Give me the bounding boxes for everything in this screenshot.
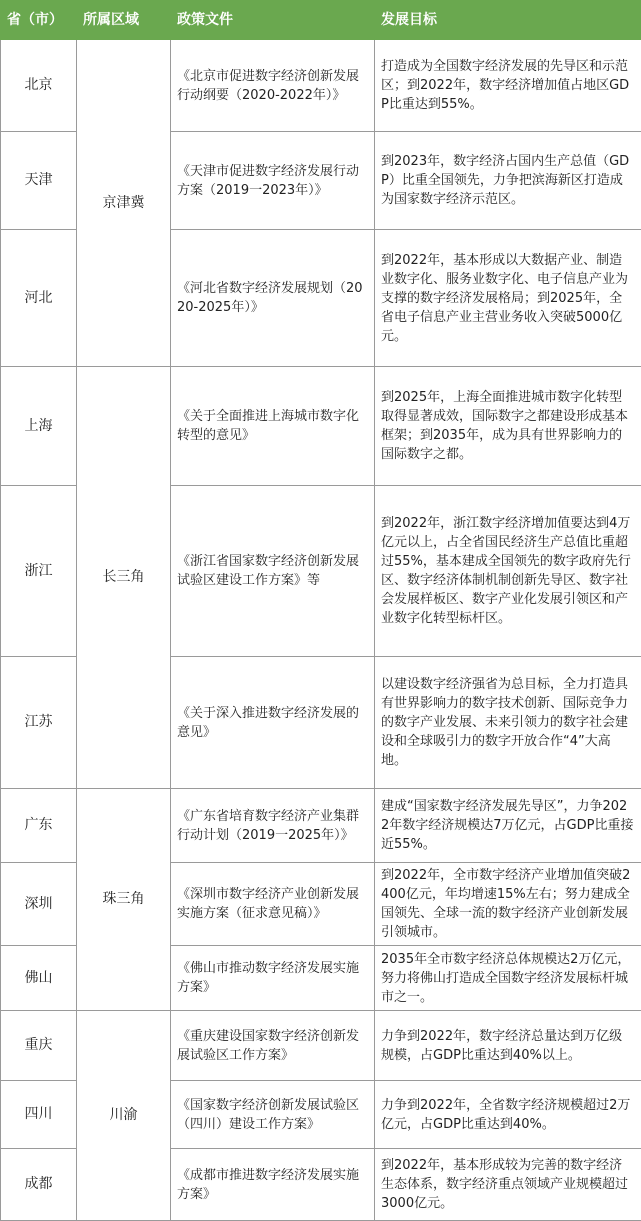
- province-cell: 天津: [1, 132, 77, 230]
- region-cell-changsanjiao: 长三角: [77, 367, 171, 789]
- policy-cell: 《关于深入推进数字经济发展的意见》: [171, 657, 375, 789]
- province-cell: 河北: [1, 230, 77, 367]
- table-row: [1, 40, 641, 132]
- province-cell: 佛山: [1, 946, 77, 1011]
- header-province: 省（市）: [1, 1, 77, 40]
- policy-cell: 《河北省数字经济发展规划（2020-2025年）》: [171, 230, 375, 367]
- province-cell: 上海: [1, 367, 77, 486]
- goal-cell: 以建设数字经济强省为总目标，全力打造具有世界影响力的数字技术创新、国际竞争力的数字产业发展、未来引领力的数字社会建设和全球吸引力的数字开放合作“4”大高地。: [375, 657, 641, 789]
- goal-cell: 力争到2022年，全省数字经济规模超过2万亿元，占GDP比重达到40%。: [375, 1081, 641, 1149]
- policy-cell: 《成都市推进数字经济发展实施方案》: [171, 1149, 375, 1221]
- goal-cell: 到2023年，数字经济占国内生产总值（GDP）比重全国领先，力争把滨海新区打造成为国家数字经济示范区。: [375, 132, 641, 230]
- province-cell: 成都: [1, 1149, 77, 1221]
- policy-cell: 《天津市促进数字经济发展行动方案（2019一2023年）》: [171, 132, 375, 230]
- province-cell: 北京: [1, 40, 77, 132]
- policy-cell: 《北京市促进数字经济创新发展行动纲要（2020-2022年）》: [171, 40, 375, 132]
- table-header-row: [1, 1, 641, 40]
- province-cell: 重庆: [1, 1011, 77, 1081]
- goal-cell: 到2025年，上海全面推进城市数字化转型取得显著成效，国际数字之都建设形成基本框架；到2035年，成为具有世界影响力的国际数字之都。: [375, 367, 641, 486]
- goal-cell: 力争到2022年，数字经济总量达到万亿级规模，占GDP比重达到40%以上。: [375, 1011, 641, 1081]
- policy-cell: 《浙江省国家数字经济创新发展试验区建设工作方案》等: [171, 486, 375, 657]
- region-cell-jingjinji: 京津冀: [77, 40, 171, 367]
- goal-cell: 到2022年，基本形成以大数据产业、制造业数字化、服务业数字化、电子信息产业为支撑的数字经济发展格局；到2025年，全省电子信息产业主营业务收入突破5000亿元。: [375, 230, 641, 367]
- goal-cell: 到2022年，全市数字经济产业增加值突破2400亿元，年均增速15%左右；努力建成全国领先、全球一流的数字经济产业创新发展引领城市。: [375, 863, 641, 946]
- province-cell: 浙江: [1, 486, 77, 657]
- header-region: 所属区域: [77, 1, 171, 40]
- goal-cell: 2035年全市数字经济总体规模达2万亿元，努力将佛山打造成全国数字经济发展标杆城市之一。: [375, 946, 641, 1011]
- province-cell: 广东: [1, 789, 77, 863]
- table-row: [1, 367, 641, 486]
- policy-cell: 《广东省培育数字经济产业集群行动计划（2019一2025年）》: [171, 789, 375, 863]
- province-cell: 江苏: [1, 657, 77, 789]
- province-cell: 深圳: [1, 863, 77, 946]
- policy-cell: 《国家数字经济创新发展试验区（四川）建设工作方案》: [171, 1081, 375, 1149]
- region-cell-chuanyu: 川渝: [77, 1011, 171, 1221]
- goal-cell: 打造成为全国数字经济发展的先导区和示范区；到2022年，数字经济增加值占地区GDP比重达到55%。: [375, 40, 641, 132]
- policy-cell: 《深圳市数字经济产业创新发展实施方案（征求意见稿）》: [171, 863, 375, 946]
- province-cell: 四川: [1, 1081, 77, 1149]
- policy-cell: 《重庆建设国家数字经济创新发展试验区工作方案》: [171, 1011, 375, 1081]
- header-goal: 发展目标: [375, 1, 641, 40]
- goal-cell: 到2022年，浙江数字经济增加值要达到4万亿元以上，占全省国民经济生产总值比重超过55%，基本建成全国领先的数字政府先行区、数字经济体制机制创新先导区、数字社会发展样板区、数字产业化发展引领区和产业数字化转型标杆区。: [375, 486, 641, 657]
- region-cell-zhusanjiao: 珠三角: [77, 789, 171, 1011]
- goal-cell: 到2022年，基本形成较为完善的数字经济生态体系，数字经济重点领域产业规模超过3000亿元。: [375, 1149, 641, 1221]
- policy-cell: 《佛山市推动数字经济发展实施方案》: [171, 946, 375, 1011]
- goal-cell: 建成“国家数字经济发展先导区”，力争2022年数字经济规模达7万亿元，占GDP比重接近55%。: [375, 789, 641, 863]
- policy-cell: 《关于全面推进上海城市数字化转型的意见》: [171, 367, 375, 486]
- header-policy: 政策文件: [171, 1, 375, 40]
- table-row: [1, 1011, 641, 1081]
- table-row: [1, 789, 641, 863]
